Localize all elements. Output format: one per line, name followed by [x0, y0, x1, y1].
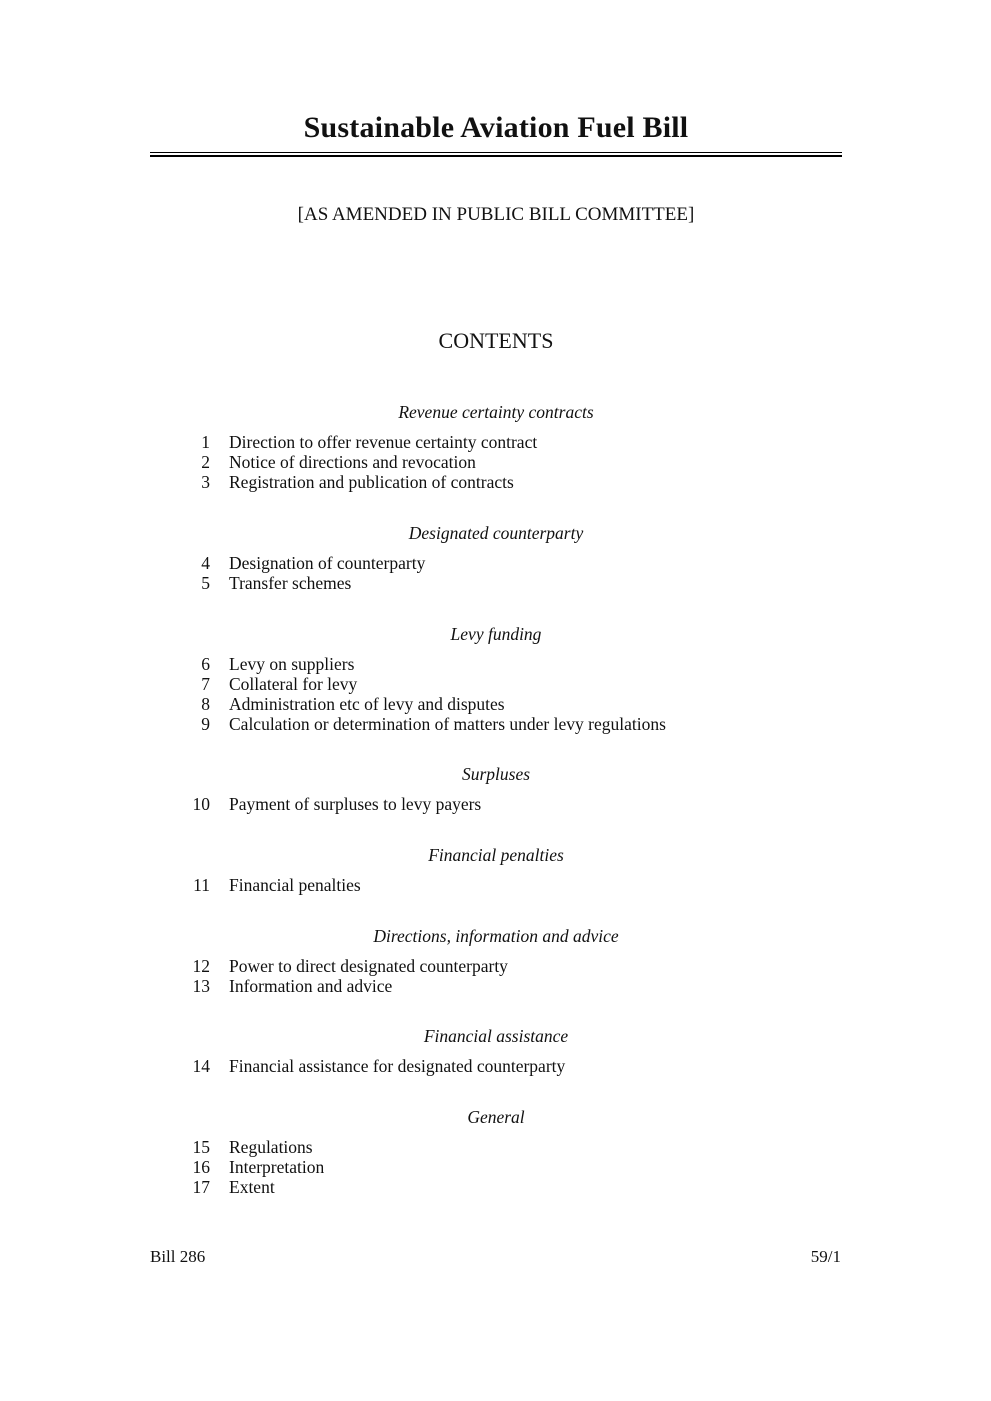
clause-title: Extent: [229, 1177, 275, 1197]
contents-section: [150, 764, 842, 814]
clause-title: Financial penalties: [229, 875, 361, 895]
contents-section: [150, 402, 842, 492]
clause-number: 14: [192, 1056, 210, 1076]
contents-item[interactable]: [150, 472, 842, 492]
contents-section: [150, 926, 842, 996]
bill-title: Sustainable Aviation Fuel Bill: [303, 111, 689, 144]
amendment-status: [AS AMENDED IN PUBLIC BILL COMMITTEE]: [297, 204, 695, 225]
clause-title: Collateral for levy: [229, 674, 358, 694]
contents-item[interactable]: [150, 674, 842, 694]
clause-number: 1: [201, 432, 210, 452]
title-rule-thin: [150, 152, 842, 153]
clause-title: Calculation or determination of matters under levy regulations: [229, 714, 666, 734]
contents-item[interactable]: [150, 794, 842, 814]
bill-number: Bill 286: [150, 1247, 206, 1266]
clause-number: 2: [201, 452, 210, 472]
clause-number: 4: [201, 553, 210, 573]
clause-number: 17: [192, 1177, 210, 1197]
clause-title: Registration and publication of contracts: [229, 472, 514, 492]
clause-title: Administration etc of levy and disputes: [229, 694, 505, 714]
clause-title: Power to direct designated counterparty: [229, 956, 508, 976]
contents-section: [150, 845, 842, 895]
clause-title: Notice of directions and revocation: [229, 452, 476, 472]
contents-item[interactable]: [150, 714, 842, 734]
clause-number: 15: [192, 1137, 210, 1157]
section-heading: Directions, information and advice: [373, 926, 619, 946]
contents-item[interactable]: [150, 956, 842, 976]
contents-item[interactable]: [150, 1177, 842, 1197]
clause-number: 16: [192, 1157, 210, 1177]
contents-item[interactable]: [150, 452, 842, 472]
contents-item[interactable]: [150, 432, 842, 452]
section-heading: Financial penalties: [428, 845, 564, 865]
section-heading: Levy funding: [450, 624, 542, 644]
clause-title: Interpretation: [229, 1157, 325, 1177]
contents-item[interactable]: [150, 875, 842, 895]
section-heading: Surpluses: [461, 764, 531, 784]
section-heading: Revenue certainty contracts: [398, 402, 594, 422]
contents-item[interactable]: [150, 1056, 842, 1076]
contents-item[interactable]: [150, 654, 842, 674]
clause-number: 13: [192, 976, 210, 996]
clause-number: 8: [201, 694, 210, 714]
print-reference: 59/1: [810, 1247, 841, 1266]
clause-number: 9: [201, 714, 210, 734]
clause-title: Transfer schemes: [229, 573, 352, 593]
section-heading: General: [467, 1107, 525, 1127]
contents-section: [150, 1026, 842, 1076]
contents-item[interactable]: [150, 1137, 842, 1157]
contents-item[interactable]: [150, 1157, 842, 1177]
clause-number: 12: [192, 956, 210, 976]
contents-item[interactable]: [150, 694, 842, 714]
clause-title: Payment of surpluses to levy payers: [229, 794, 482, 814]
contents-heading: CONTENTS: [438, 328, 554, 353]
clause-number: 3: [201, 472, 210, 492]
section-heading: Financial assistance: [423, 1026, 569, 1046]
clause-title: Direction to offer revenue certainty contract: [229, 432, 538, 452]
clause-number: 7: [201, 674, 210, 694]
clause-number: 5: [201, 573, 210, 593]
clause-title: Designation of counterparty: [229, 553, 426, 573]
contents-item[interactable]: [150, 976, 842, 996]
contents-section: [150, 1107, 842, 1197]
contents-item[interactable]: [150, 553, 842, 573]
section-heading: Designated counterparty: [408, 523, 584, 543]
title-rule-thick: [150, 155, 842, 157]
clause-title: Levy on suppliers: [229, 654, 355, 674]
clause-number: 11: [193, 875, 210, 895]
contents-item[interactable]: [150, 573, 842, 593]
contents-section: [150, 523, 842, 593]
clause-number: 10: [192, 794, 210, 814]
clause-title: Regulations: [229, 1137, 313, 1157]
clause-number: 6: [201, 654, 210, 674]
clause-title: Information and advice: [229, 976, 393, 996]
contents-section: [150, 624, 842, 734]
clause-title: Financial assistance for designated counterparty: [229, 1056, 566, 1076]
